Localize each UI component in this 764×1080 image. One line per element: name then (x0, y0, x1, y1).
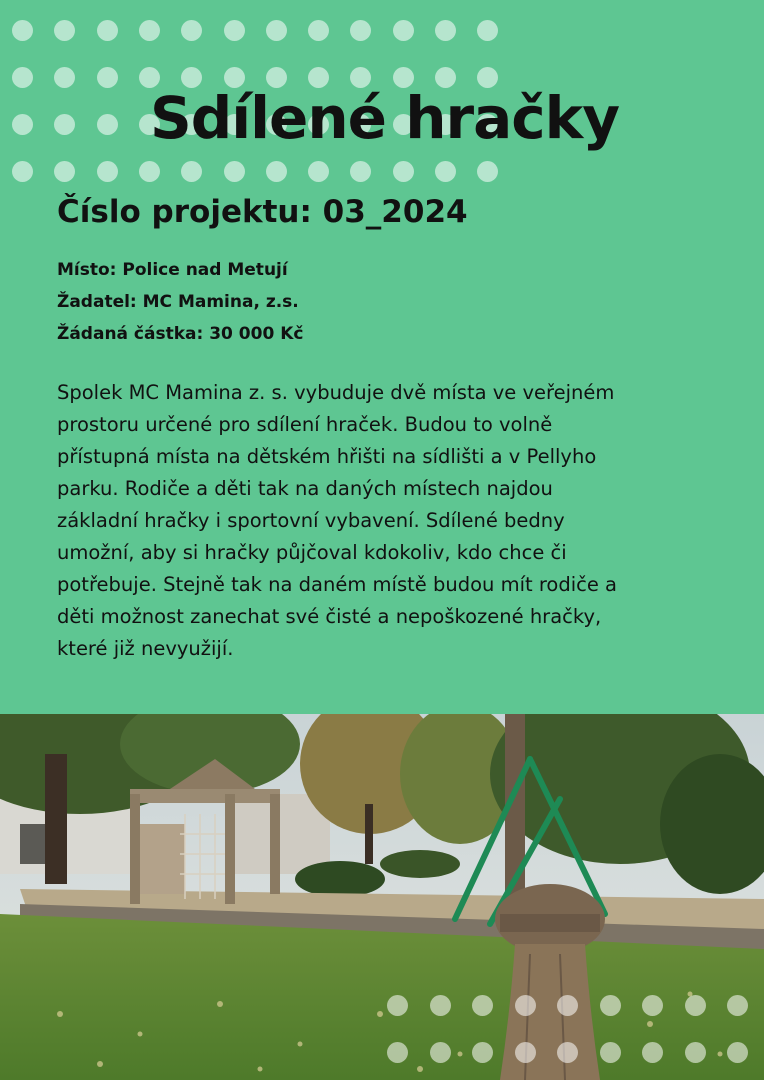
decorative-dot (181, 20, 202, 41)
description-line: přístupná místa na dětském hřišti na sídlišti a v Pellyho (57, 445, 597, 468)
decorative-dot (224, 161, 245, 182)
decorative-dot (54, 114, 75, 135)
decorative-dot (472, 1042, 493, 1063)
detail-applicant: Žadatel: MC Mamina, z.s. (57, 292, 299, 312)
decorative-dot (430, 1042, 451, 1063)
decorative-dot (472, 995, 493, 1016)
decorative-dot (308, 20, 329, 41)
description-line: které již nevyužijí. (57, 637, 234, 660)
page-title: Sdílené hračky (150, 84, 620, 152)
decorative-dot (308, 161, 329, 182)
decorative-dot (642, 1042, 663, 1063)
decorative-dot (727, 995, 748, 1016)
decorative-dot (387, 995, 408, 1016)
decorative-dot (685, 995, 706, 1016)
decorative-dot (54, 161, 75, 182)
decorative-dot (266, 161, 287, 182)
decorative-dot (430, 995, 451, 1016)
decorative-dot (12, 161, 33, 182)
description-line: potřebuje. Stejně tak na daném místě budou mít rodiče a (57, 573, 618, 596)
decorative-dot (600, 1042, 621, 1063)
detail-place: Místo: Police nad Metují (57, 260, 288, 280)
playground-illustration (0, 714, 764, 1080)
description-line: parku. Rodiče a děti tak na daných místech najdou (57, 477, 553, 500)
description-line: umožní, aby si hračky půjčoval kdokoliv, kdo chce či (57, 541, 567, 564)
decorative-dot (727, 1042, 748, 1063)
decorative-dot (435, 161, 456, 182)
decorative-dot (393, 20, 414, 41)
decorative-dot (477, 161, 498, 182)
decorative-dot (642, 995, 663, 1016)
description-line: prostoru určené pro sdílení hraček. Budou to volně (57, 413, 553, 436)
decorative-dot (97, 161, 118, 182)
detail-amount: Žádaná částka: 30 000 Kč (57, 324, 304, 344)
playground-photo (0, 714, 764, 1080)
decorative-dot (266, 20, 287, 41)
decorative-dot (350, 20, 371, 41)
decorative-dot (97, 20, 118, 41)
decorative-dot (97, 114, 118, 135)
decorative-dot (685, 1042, 706, 1063)
decorative-dot (12, 67, 33, 88)
project-details (57, 254, 303, 350)
description-line: děti možnost zanechat své čisté a nepoškozené hračky, (57, 605, 602, 628)
decorative-dot (350, 161, 371, 182)
decorative-dot (181, 161, 202, 182)
decorative-dot (477, 20, 498, 41)
decorative-dot (139, 20, 160, 41)
decorative-dot (97, 67, 118, 88)
decorative-dot (224, 20, 245, 41)
decorative-dot (54, 67, 75, 88)
decorative-dot (515, 1042, 536, 1063)
decorative-dot (387, 1042, 408, 1063)
decorative-dot (139, 161, 160, 182)
decorative-dot (12, 114, 33, 135)
decorative-dot (515, 995, 536, 1016)
project-description (57, 377, 737, 665)
decorative-dot (435, 20, 456, 41)
description-line: Spolek MC Mamina z. s. vybuduje dvě místa ve veřejném (57, 381, 615, 404)
decorative-dot (557, 1042, 578, 1063)
decorative-dot (557, 995, 578, 1016)
decorative-dot (12, 20, 33, 41)
decorative-dot (600, 995, 621, 1016)
decorative-dot (54, 20, 75, 41)
decorative-dot (393, 161, 414, 182)
description-line: základní hračky i sportovní vybavení. Sdílené bedny (57, 509, 565, 532)
project-number: Číslo projektu: 03_2024 (57, 194, 468, 230)
